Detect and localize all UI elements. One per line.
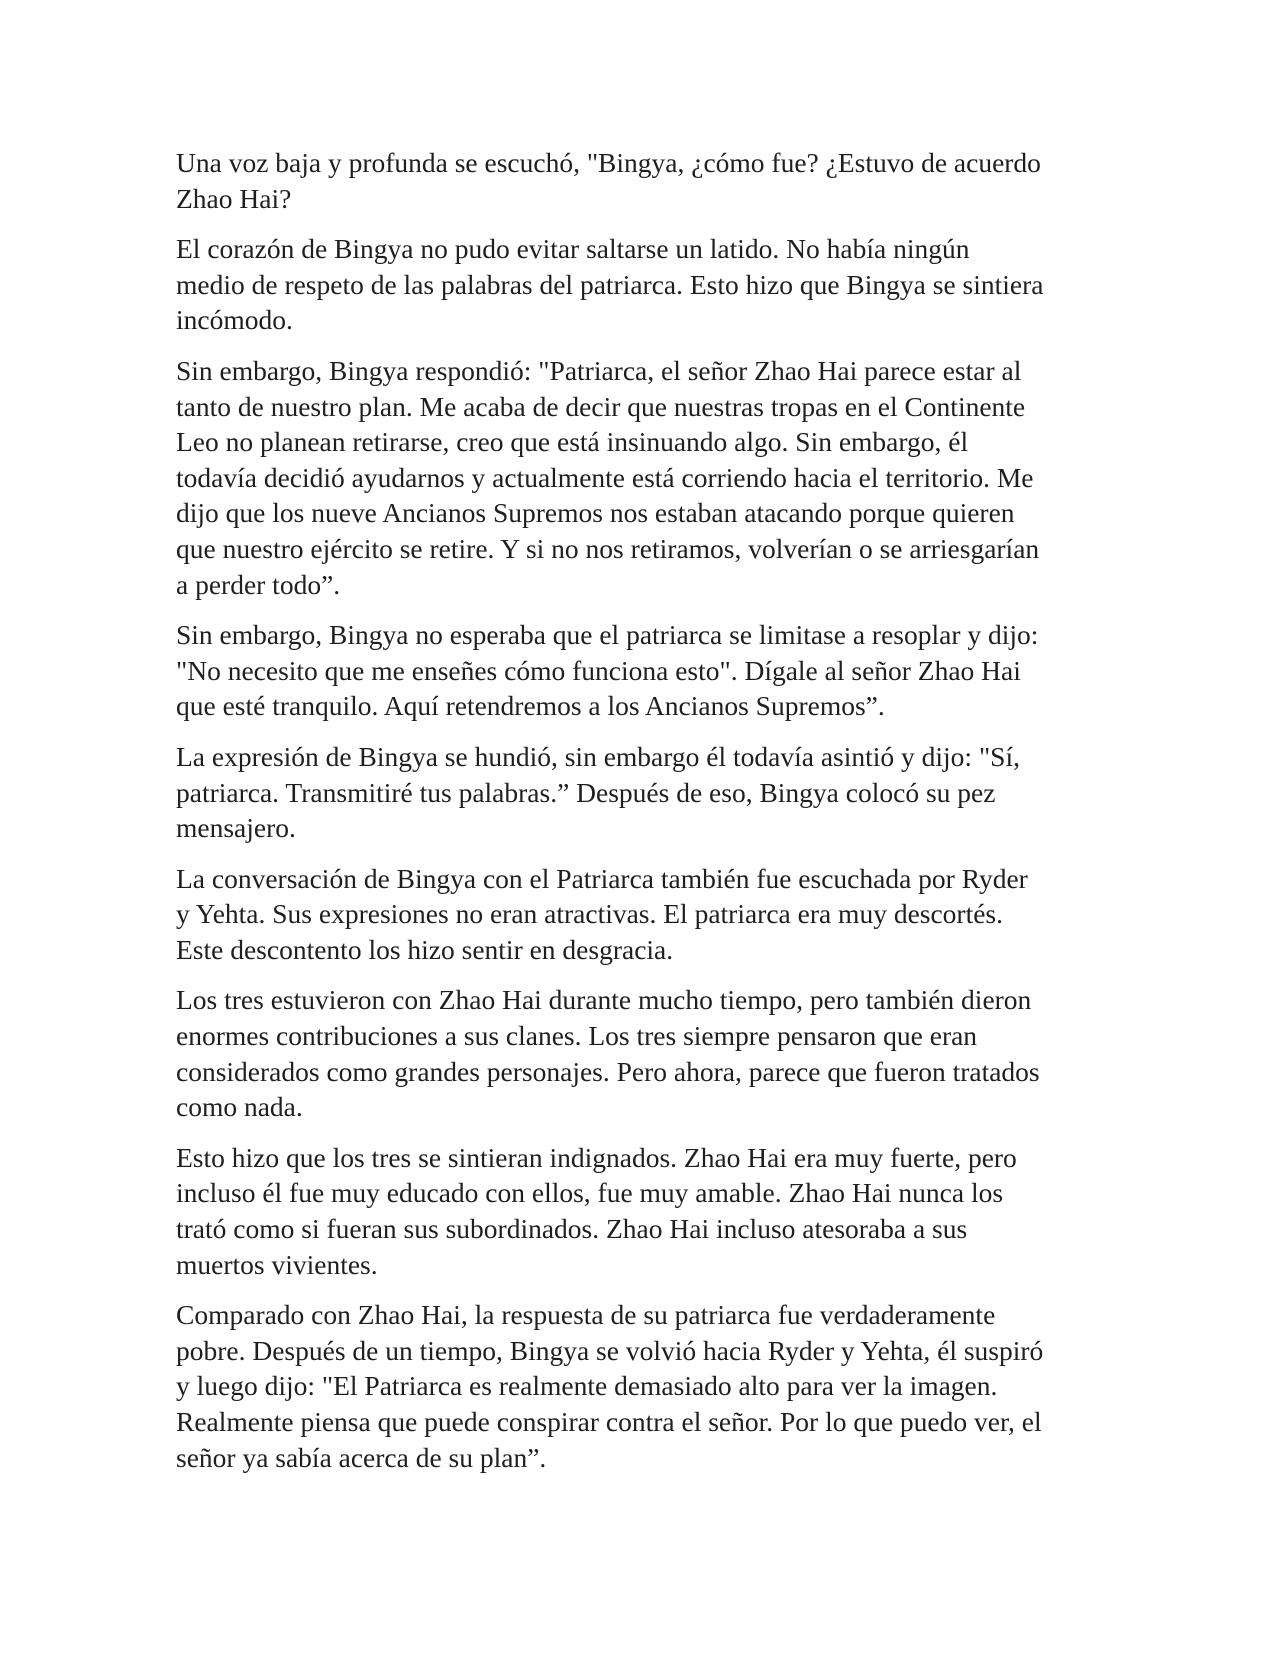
text-line: incómodo.: [176, 304, 293, 336]
text-line: Los tres estuvieron con Zhao Hai durante mucho tiempo, pero también dieron: [176, 984, 1032, 1016]
paragraph-5: [176, 739, 1104, 846]
text-line: La conversación de Bingya con el Patriarca también fue escuchada por Ryder: [176, 862, 1028, 894]
text-line: dijo que los nueve Ancianos Supremos nos estaban atacando porque quieren: [176, 497, 1015, 529]
text-line: muertos vivientes.: [176, 1248, 378, 1280]
paragraph-2: [176, 231, 1104, 338]
text-line: mensajero.: [176, 812, 296, 844]
text-line: señor ya sabía acerca de su plan”.: [176, 1441, 547, 1473]
paragraph-1: [176, 145, 1104, 216]
paragraph-9: [176, 1297, 1104, 1475]
text-line: trató como si fueran sus subordinados. Zhao Hai incluso atesoraba a sus: [176, 1213, 968, 1245]
text-line: La expresión de Bingya se hundió, sin embargo él todavía asintió y dijo: "Sí,: [176, 740, 1020, 772]
text-line: Leo no planean retirarse, creo que está insinuando algo. Sin embargo, él: [176, 426, 969, 458]
text-line: enormes contribuciones a sus clanes. Los tres siempre pensaron que eran: [176, 1020, 978, 1052]
text-line: pobre. Después de un tiempo, Bingya se volvió hacia Ryder y Yehta, él suspiró: [176, 1334, 1044, 1366]
text-line: Esto hizo que los tres se sintieran indignados. Zhao Hai era muy fuerte, pero: [176, 1141, 1017, 1173]
paragraph-4: [176, 617, 1104, 724]
text-line: considerados como grandes personajes. Pero ahora, parece que fueron tratados: [176, 1055, 1040, 1087]
text-line: El corazón de Bingya no pudo evitar saltarse un latido. No había ningún: [176, 233, 970, 265]
text-line: patriarca. Transmitiré tus palabras.” Después de eso, Bingya colocó su pez: [176, 776, 996, 808]
paragraph-8: [176, 1140, 1104, 1282]
text-line: que nuestro ejército se retire. Y si no nos retiramos, volverían o se arriesgarían: [176, 532, 1040, 564]
document-page: [176, 145, 1104, 1490]
text-line: como nada.: [176, 1091, 303, 1123]
text-line: y Yehta. Sus expresiones no eran atractivas. El patriarca era muy descortés.: [176, 898, 1004, 930]
text-line: todavía decidió ayudarnos y actualmente está corriendo hacia el territorio. Me: [176, 461, 1034, 493]
text-line: "No necesito que me enseñes cómo funciona esto". Dígale al señor Zhao Hai: [176, 654, 1021, 686]
text-line: incluso él fue muy educado con ellos, fue muy amable. Zhao Hai nunca los: [176, 1177, 1004, 1209]
text-line: tanto de nuestro plan. Me acaba de decir que nuestras tropas en el Continente: [176, 390, 1026, 422]
text-line: medio de respeto de las palabras del patriarca. Esto hizo que Bingya se sintiera: [176, 268, 1044, 300]
text-line: Zhao Hai?: [176, 182, 292, 214]
paragraph-6: [176, 861, 1104, 968]
paragraph-3: [176, 353, 1104, 602]
text-line: Comparado con Zhao Hai, la respuesta de su patriarca fue verdaderamente: [176, 1299, 996, 1331]
text-line: Este descontento los hizo sentir en desgracia.: [176, 933, 674, 965]
text-line: y luego dijo: "El Patriarca es realmente demasiado alto para ver la imagen.: [176, 1370, 998, 1402]
paragraph-7: [176, 982, 1104, 1124]
text-line: Una voz baja y profunda se escuchó, "Bingya, ¿cómo fue? ¿Estuvo de acuerdo: [176, 147, 1041, 178]
text-line: Sin embargo, Bingya no esperaba que el patriarca se limitase a resoplar y dijo:: [176, 619, 1039, 651]
text-line: Realmente piensa que puede conspirar contra el señor. Por lo que puedo ver, el: [176, 1406, 1042, 1437]
text-line: Sin embargo, Bingya respondió: "Patriarca, el señor Zhao Hai parece estar al: [176, 354, 1022, 386]
text-line: a perder todo”.: [176, 568, 341, 600]
text-line: que esté tranquilo. Aquí retendremos a los Ancianos Supremos”.: [176, 690, 885, 722]
